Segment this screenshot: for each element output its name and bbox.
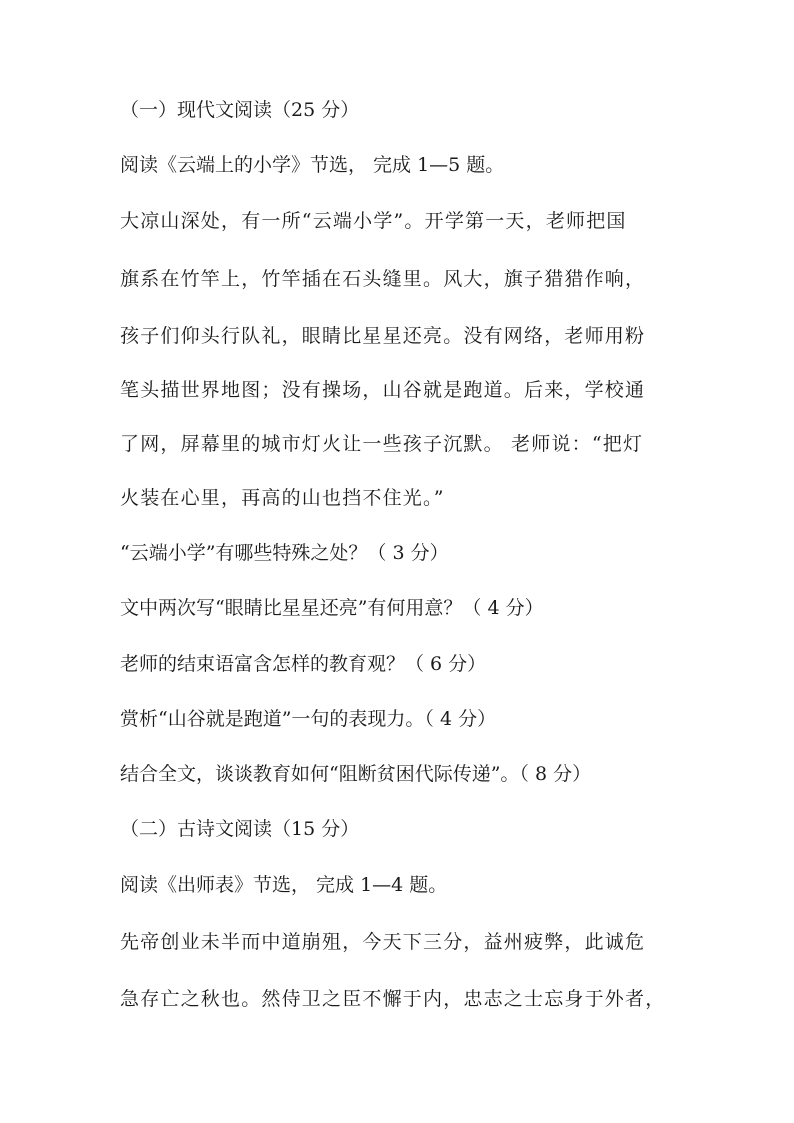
question-item: 老师的结束语富含怎样的教育观？（ 6 分） <box>120 653 487 675</box>
section2-instruction: 阅读《出师表》节选， 完成 1—4 题。 <box>120 874 448 896</box>
passage1-line: 笔头描世界地图；没有操场，山谷就是跑道。后来，学校通 <box>120 379 646 401</box>
passage1-line: 孩子们仰头行队礼，眼睛比星星还亮。没有网络，老师用粉 <box>120 325 646 347</box>
question-item: 赏析“山谷就是跑道”一句的表现力。（ 4 分） <box>120 708 497 730</box>
passage1-line: 大凉山深处，有一所“云端小学”。开学第一天，老师把国 <box>120 210 627 232</box>
section1-heading: （一）现代文阅读（25 分） <box>120 99 360 121</box>
passage1-line: 旗系在竹竿上，竹竿插在石头缝里。风大，旗子猎猎作响， <box>120 268 646 290</box>
passage2-line: 急存亡之秋也。然侍卫之臣不懈于内，忠志之士忘身于外者， <box>120 988 666 1010</box>
question-item: 文中两次写“眼睛比星星还亮”有何用意？（ 4 分） <box>120 597 544 619</box>
passage1-line: 了网，屏幕里的城市灯火让一些孩子沉默。 老师说：“把灯 <box>120 433 644 455</box>
question-item: 结合全文，谈谈教育如何“阻断贫困代际传递”。（ 8 分） <box>120 763 592 785</box>
passage2-line: 先帝创业未半而中道崩殂，今天下三分，益州疲弊，此诚危 <box>120 931 646 953</box>
passage1-line: 火装在心里，再高的山也挡不住光。” <box>120 487 445 509</box>
section1-instruction: 阅读《云端上的小学》节选， 完成 1—5 题。 <box>120 154 505 176</box>
section2-heading: （二）古诗文阅读（15 分） <box>120 818 360 840</box>
question-item: “云端小学”有哪些特殊之处？（ 3 分） <box>120 542 449 564</box>
